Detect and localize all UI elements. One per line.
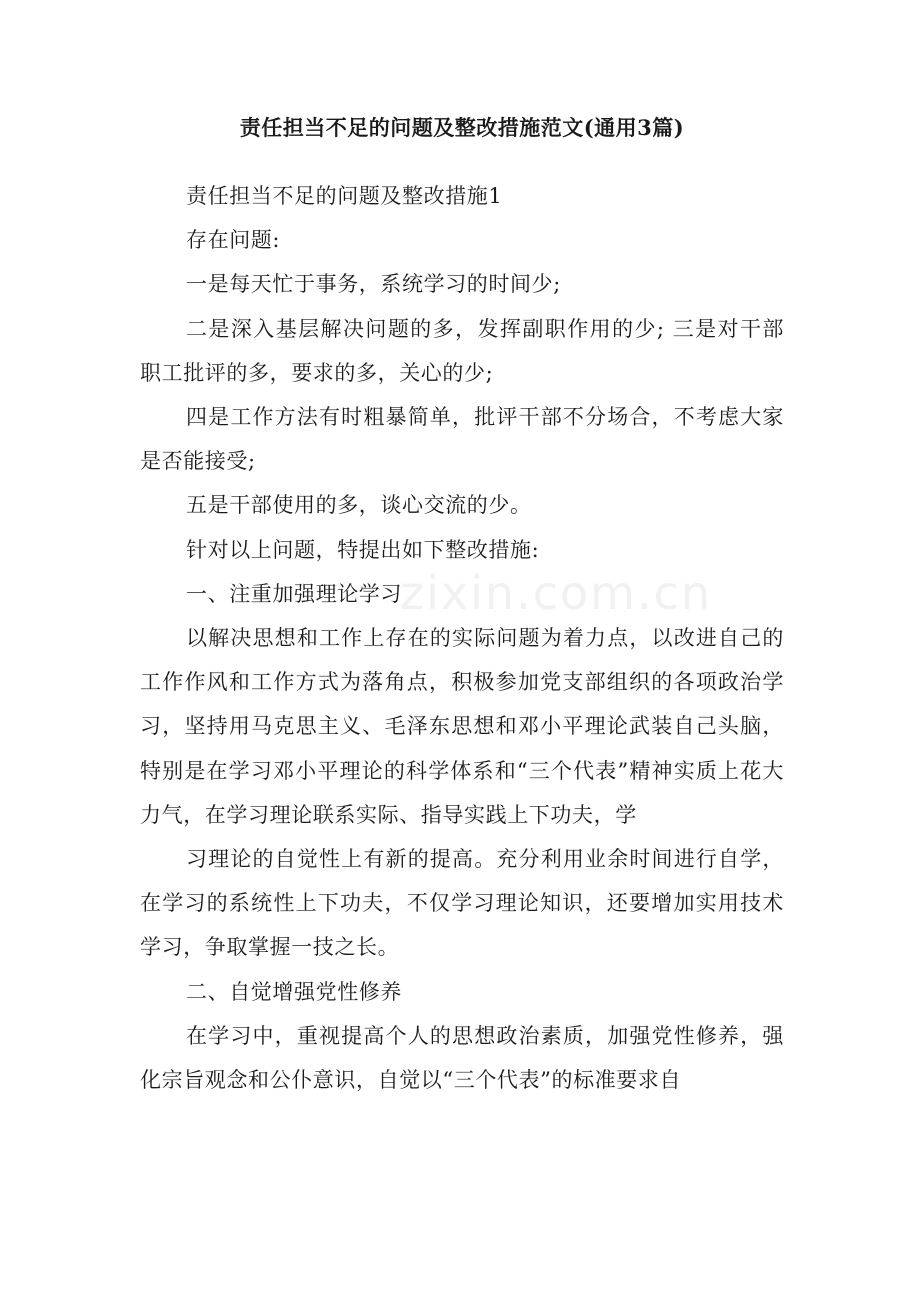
measure-heading-2: 二、自觉增强党性修养 <box>186 979 402 1004</box>
document-page <box>140 108 784 1102</box>
measure-heading-1: 一、注重加强理论学习 <box>186 581 402 606</box>
problem-item-4: 四是工作方法有时粗暴简单，批评干部不分场合，不考虑大家是否能接受; <box>140 405 784 474</box>
problem-item-5: 五是干部使用的多，谈心交流的少。 <box>186 493 532 518</box>
measure-body-1-cont: 习理论的自觉性上有新的提高。充分利用业余时间进行自学，在学习的系统性上下功夫，不仅学习理论知识，还要增加实用技术学习，争取掌握一技之长。 <box>140 847 784 960</box>
watermark: zixin.com.cn <box>400 566 713 620</box>
measures-intro: 针对以上问题，特提出如下整改措施: <box>186 537 540 562</box>
problem-item-1: 一是每天忙于事务，系统学习的时间少; <box>186 272 561 297</box>
measure-body-2: 在学习中，重视提高个人的思想政治素质，加强党性修养，强化宗旨观念和公仆意识，自觉以“三个代表”的标准要求自 <box>140 1023 784 1093</box>
problem-item-2-3: 二是深入基层解决问题的多，发挥副职作用的少; 三是对干部职工批评的多，要求的多，关心的少; <box>140 316 784 385</box>
section-heading-1: 责任担当不足的问题及整改措施1 <box>186 184 503 208</box>
document-title: 责任担当不足的问题及整改措施范文(通用3篇) <box>239 115 685 140</box>
problems-label: 存在问题: <box>186 228 281 253</box>
measure-body-1: 以解决思想和工作上存在的实际问题为着力点，以改进自己的工作作风和工作方式为落角点，积极参加党支部组织的各项政治学习，坚持用马克思主义、毛泽东思想和邓小平理论武装自己头脑，特别是在学习邓小平理论的科学体系和“三个代表”精神实质上花大力气，在学习理论联系实际、指导实践上下功夫，学 <box>140 626 784 827</box>
